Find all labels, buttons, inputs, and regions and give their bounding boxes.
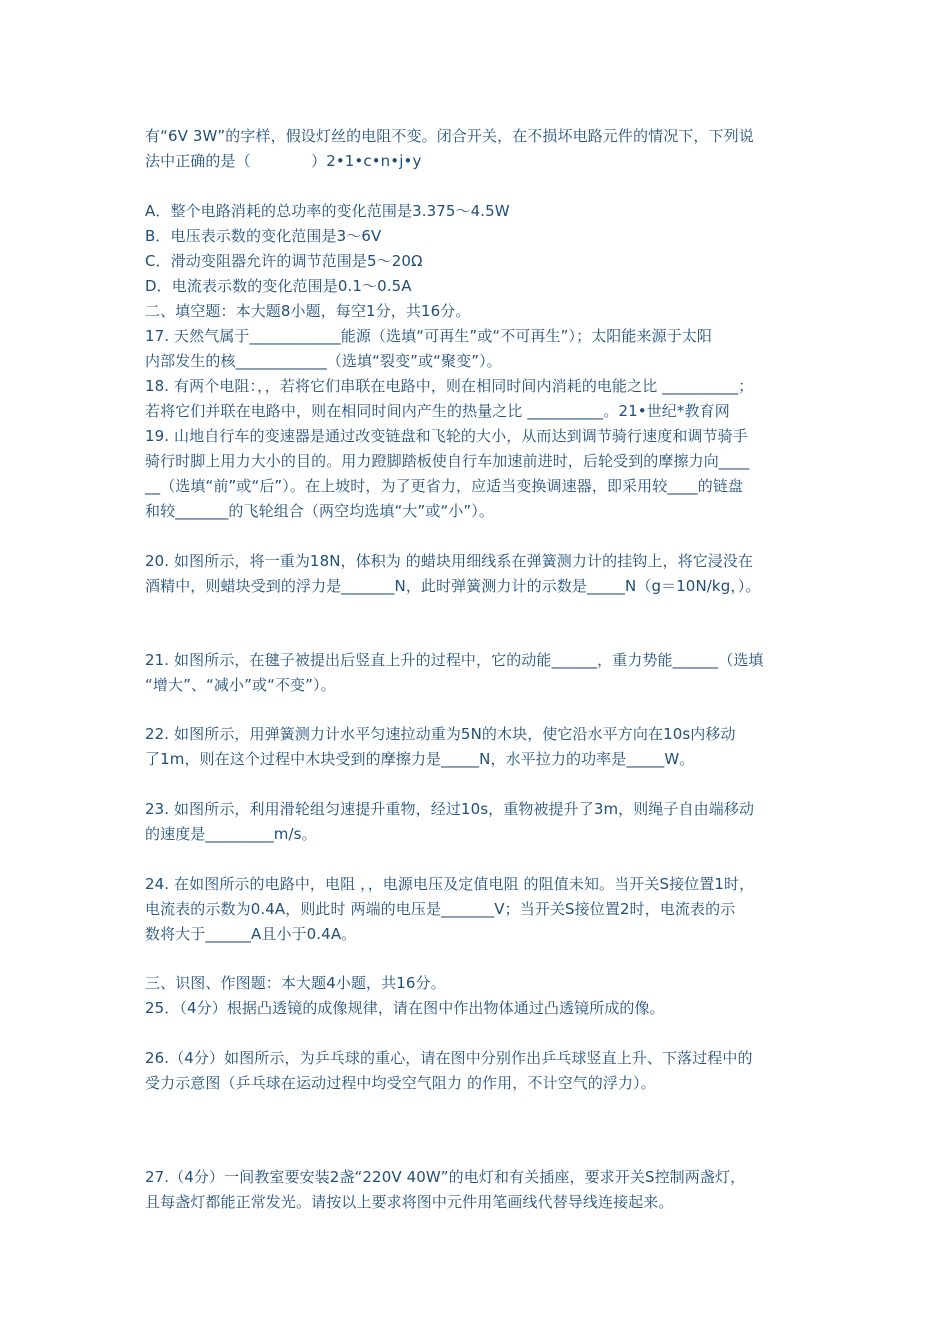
section-heading: 三、识图、作图题：本大题4小题，共16分。 [145, 974, 446, 992]
question-23: 23. 如图所示，利用滑轮组匀速提升重物，经过10s，重物被提升了3m，则绳子自由端移动 [145, 800, 755, 818]
question-22: 22. 如图所示，用弹簧测力计水平匀速拉动重为5N的木块，使它沿水平方向在10s内移动 [145, 725, 736, 743]
question-22-cont: 了1m，则在这个过程中木块受到的摩擦力是_____N，水平拉力的功率是_____W。 [145, 750, 695, 768]
question-19: 19. 山地自行车的变速器是通过改变链盘和飞轮的大小，从而达到调节骑行速度和调节骑手 [145, 427, 748, 445]
question-23-cont: 的速度是_________m/s。 [145, 825, 317, 843]
question-20-cont: 酒精中，则蜡块受到的浮力是_______N，此时弹簧测力计的示数是_____N（g＝10N/kg，）。 [145, 577, 761, 595]
question-17-cont: 内部发生的核____________（选填“裂变”或“聚变”）。 [145, 352, 502, 370]
question-18: 18. 有两个电阻：，，若将它们串联在电路中，则在相同时间内消耗的电能之比 __________； [145, 377, 754, 395]
option-b: B．电压表示数的变化范围是3～6V [145, 227, 382, 245]
question-27-cont: 且每盏灯都能正常发光。请按以上要求将图中元件用笔画线代替导线连接起来。 [145, 1193, 674, 1211]
text-line: 有“6V 3W”的字样，假设灯丝的电阻不变。闭合开关，在不损坏电路元件的情况下，下列说 [145, 127, 754, 145]
question-17: 17. 天然气属于____________能源（选填“可再生”或“不可再生”）；太阳能来源于太阳 [145, 327, 713, 345]
option-a: A．整个电路消耗的总功率的变化范围是3.375～4.5W [145, 202, 510, 220]
section-heading: 二、填空题：本大题8小题，每空1分，共16分。 [145, 302, 471, 320]
question-21-cont: “增大”、“减小”或“不变”）。 [145, 676, 336, 694]
question-19-cont: __（选填“前”或“后”）。在上坡时，为了更省力，应适当变换调速器，即采用较____的链盘 [145, 477, 744, 495]
question-24: 24. 在如图所示的电路中，电阻 ，，电源电压及定值电阻 的阻值未知。当开关S接位置1时， [145, 875, 755, 893]
question-20: 20. 如图所示，将一重为18N，体积为 的蜡块用细线系在弹簧测力计的挂钩上，将它浸没在 [145, 552, 754, 570]
question-19-cont: 骑行时脚上用力大小的目的。用力蹬脚踏板使自行车加速前进时，后轮受到的摩擦力向____ [145, 452, 750, 470]
option-d: D．电流表示数的变化范围是0.1～0.5A [145, 277, 412, 295]
question-19-cont: 和较_______的飞轮组合（两空均选填“大”或“小”）。 [145, 502, 494, 520]
question-24-cont: 电流表的示数为0.4A，则此时 两端的电压是_______V；当开关S接位置2时，电流表的示 [145, 900, 736, 918]
question-26: 26.（4分）如图所示，为乒乓球的重心，请在图中分别作出乒乓球竖直上升、下落过程中的 [145, 1049, 753, 1067]
question-21: 21. 如图所示，在毽子被提出后竖直上升的过程中，它的动能______，重力势能______（选填 [145, 651, 764, 669]
text-line: 法中正确的是（ ）2•1•c•n•j•y [145, 152, 422, 170]
question-24-cont: 数将大于______A且小于0.4A。 [145, 925, 357, 943]
question-25: 25．（4分）根据凸透镜的成像规律，请在图中作出物体通过凸透镜所成的像。 [145, 999, 665, 1017]
question-26-cont: 受力示意图（乒乓球在运动过程中均受空气阻力 的作用，不计空气的浮力）。 [145, 1074, 656, 1092]
option-c: C．滑动变阻器允许的调节范围是5～20Ω [145, 252, 423, 270]
question-18-cont: 若将它们并联在电路中，则在相同时间内产生的热量之比 __________。21•世纪*教育网 [145, 402, 730, 420]
question-27: 27.（4分）一间教室要安装2盏“220V 40W”的电灯和有关插座，要求开关S控制两盏灯， [145, 1168, 746, 1186]
